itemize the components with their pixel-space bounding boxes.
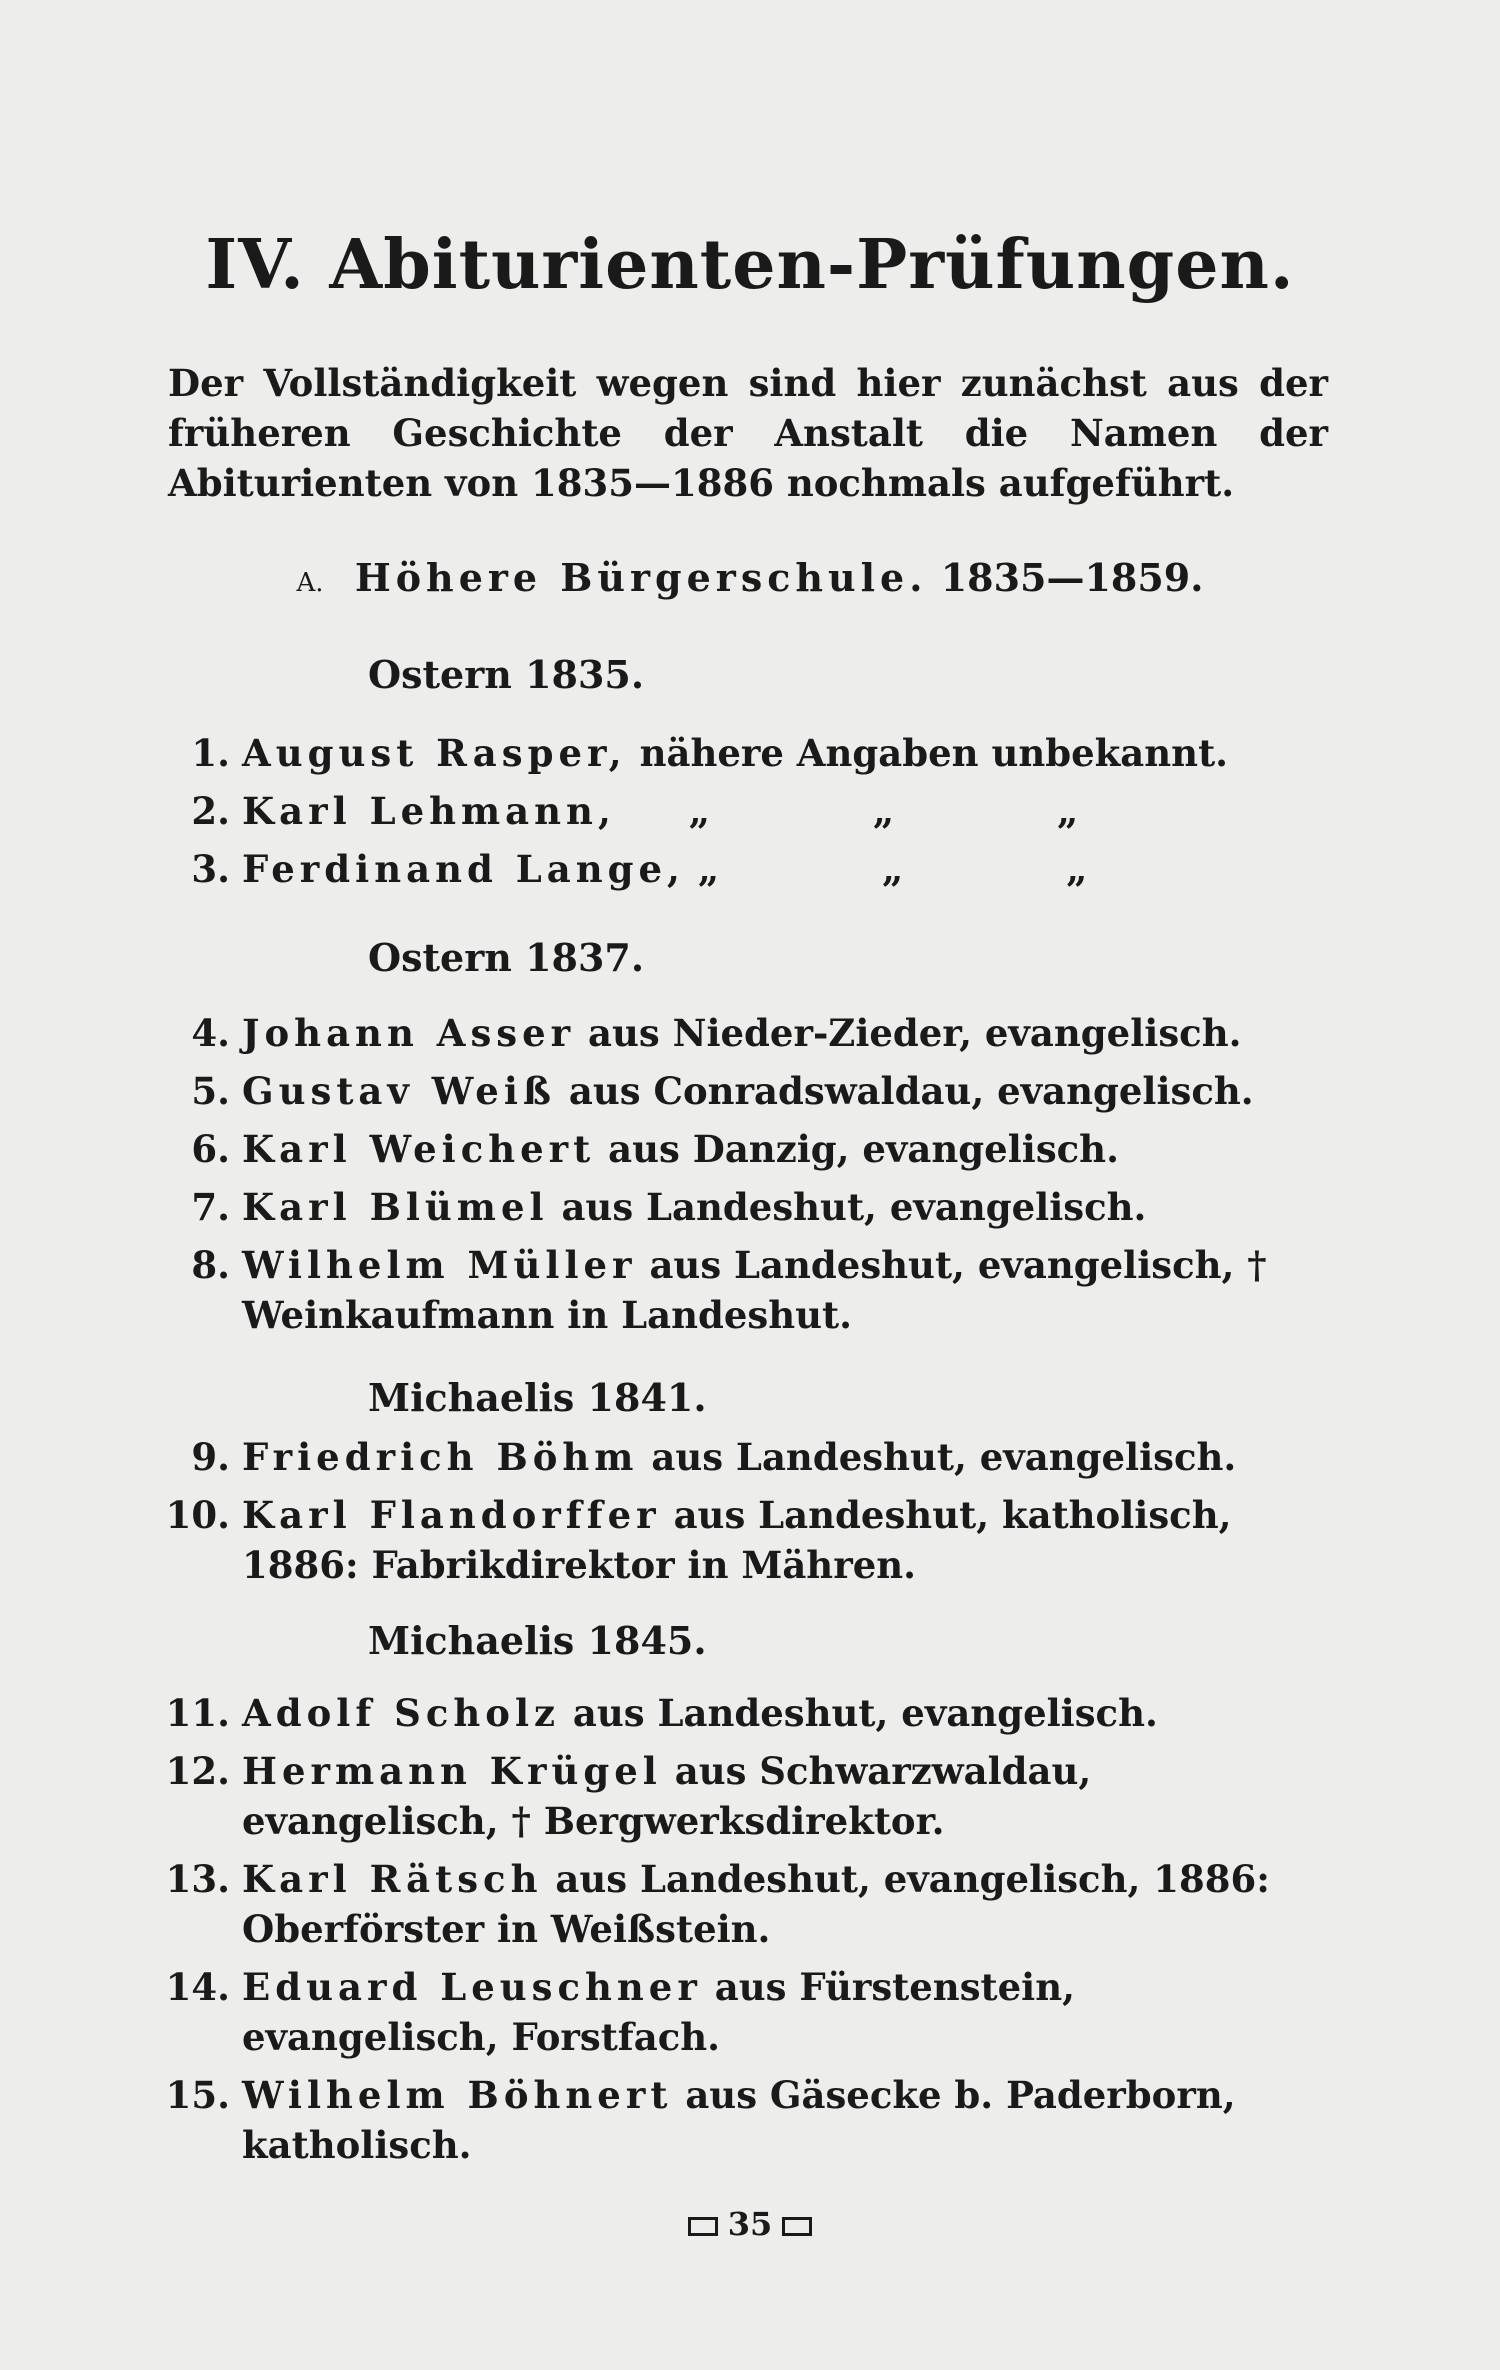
entry-number: 7. (191, 1185, 230, 1229)
entry-name: Hermann Krügel (242, 1749, 662, 1793)
entry-name: Eduard Leuschner (242, 1965, 702, 2009)
entry-name: Adolf Scholz (242, 1691, 561, 1735)
entry-text: aus Landeshut, evangelisch, † Weinkaufmann in Landeshut. (242, 1243, 1267, 1337)
entry-name: Karl Rätsch (242, 1857, 543, 1901)
list-item (158, 1432, 1330, 1482)
entry-text: „ „ „ (688, 789, 1079, 833)
entry-number: 8. (191, 1243, 230, 1287)
list-item (158, 1066, 1330, 1116)
entry-name: Karl Blümel (242, 1185, 549, 1229)
entry-number: 6. (191, 1127, 230, 1171)
intro-paragraph: Der Vollständigkeit wegen sind hier zunächst aus der früheren Geschichte der Anstalt die Namen der Abiturienten von 1835—1886 nochmals aufgeführt. (168, 361, 1328, 505)
entry-name: Wilhelm Müller (242, 1243, 637, 1287)
list-item (158, 2070, 1330, 2170)
list-item (158, 728, 1330, 778)
entry-name: Friedrich Böhm (242, 1435, 639, 1479)
entry-number: 14. (165, 1965, 230, 2009)
ornament-box-icon (782, 2217, 812, 2236)
list-item (158, 1854, 1330, 1954)
entry-name: Ferdinand Lange, (242, 847, 685, 891)
list-item (158, 1240, 1330, 1340)
list-item (158, 1182, 1330, 1232)
entry-text: aus Landeshut, evangelisch. (651, 1435, 1237, 1479)
entry-text: aus Gäsecke b. Paderborn, katholisch. (242, 2073, 1236, 2167)
list-item (158, 844, 1330, 894)
entry-name: Gustav Weiß (242, 1069, 557, 1113)
entry-number: 9. (191, 1435, 230, 1479)
entry-number: 10. (165, 1493, 230, 1537)
list-item (158, 1490, 1330, 1590)
entry-number: 2. (191, 789, 230, 833)
section-heading (0, 555, 1500, 600)
entry-text: aus Landeshut, katholisch, 1886: Fabrikdirektor in Mähren. (242, 1493, 1232, 1587)
entry-text: aus Landeshut, evangelisch. (561, 1185, 1147, 1229)
entry-text: aus Danzig, evangelisch. (608, 1127, 1119, 1171)
list-item (158, 786, 1330, 836)
section-years: 1835—1859. (940, 555, 1204, 600)
page-number: 35 (727, 2205, 773, 2243)
section-letter: A. (296, 568, 324, 598)
list-item (158, 1124, 1330, 1174)
list-item (158, 1008, 1330, 1058)
entry-text: aus Landeshut, evangelisch. (572, 1691, 1158, 1735)
section-school: Höhere Bürgerschule. (354, 555, 928, 600)
entry-number: 12. (165, 1749, 230, 1793)
entry-number: 3. (191, 847, 230, 891)
entry-text: aus Landeshut, evangelisch, 1886: Oberförster in Weißstein. (242, 1857, 1270, 1951)
ornament-box-icon (688, 2217, 718, 2236)
entry-name: Karl Flandorffer (242, 1493, 661, 1537)
page-title: IV. Abiturienten-Prüfungen. (205, 225, 1295, 305)
page-number-footer (0, 2205, 1500, 2243)
entry-number: 15. (165, 2073, 230, 2117)
entry-text: aus Nieder-Zieder, evangelisch. (588, 1011, 1242, 1055)
entry-name: Karl Weichert (242, 1127, 596, 1171)
entry-name: August Rasper, (242, 731, 627, 775)
term-heading: Ostern 1835. (368, 652, 645, 697)
entry-number: 5. (191, 1069, 230, 1113)
entry-text: aus Conradswaldau, evangelisch. (568, 1069, 1254, 1113)
entry-number: 11. (165, 1691, 230, 1735)
list-item (158, 1688, 1330, 1738)
list-item (158, 1962, 1330, 2062)
entry-text: aus Fürstenstein, evangelisch, Forstfach. (242, 1965, 1076, 2059)
entry-number: 13. (165, 1857, 230, 1901)
list-item (158, 1746, 1330, 1846)
entry-text: nähere Angaben unbekannt. (639, 731, 1229, 775)
entry-text: „ „ „ (697, 847, 1088, 891)
entry-number: 4. (191, 1011, 230, 1055)
term-heading: Michaelis 1845. (368, 1618, 707, 1663)
term-heading: Ostern 1837. (368, 935, 645, 980)
entry-name: Wilhelm Böhnert (242, 2073, 673, 2117)
entry-name: Johann Asser (242, 1011, 576, 1055)
term-heading: Michaelis 1841. (368, 1375, 707, 1420)
entry-number: 1. (191, 731, 230, 775)
entry-text: aus Schwarzwaldau, evangelisch, † Bergwerksdirektor. (242, 1749, 1092, 1843)
entry-name: Karl Lehmann, (242, 789, 616, 833)
